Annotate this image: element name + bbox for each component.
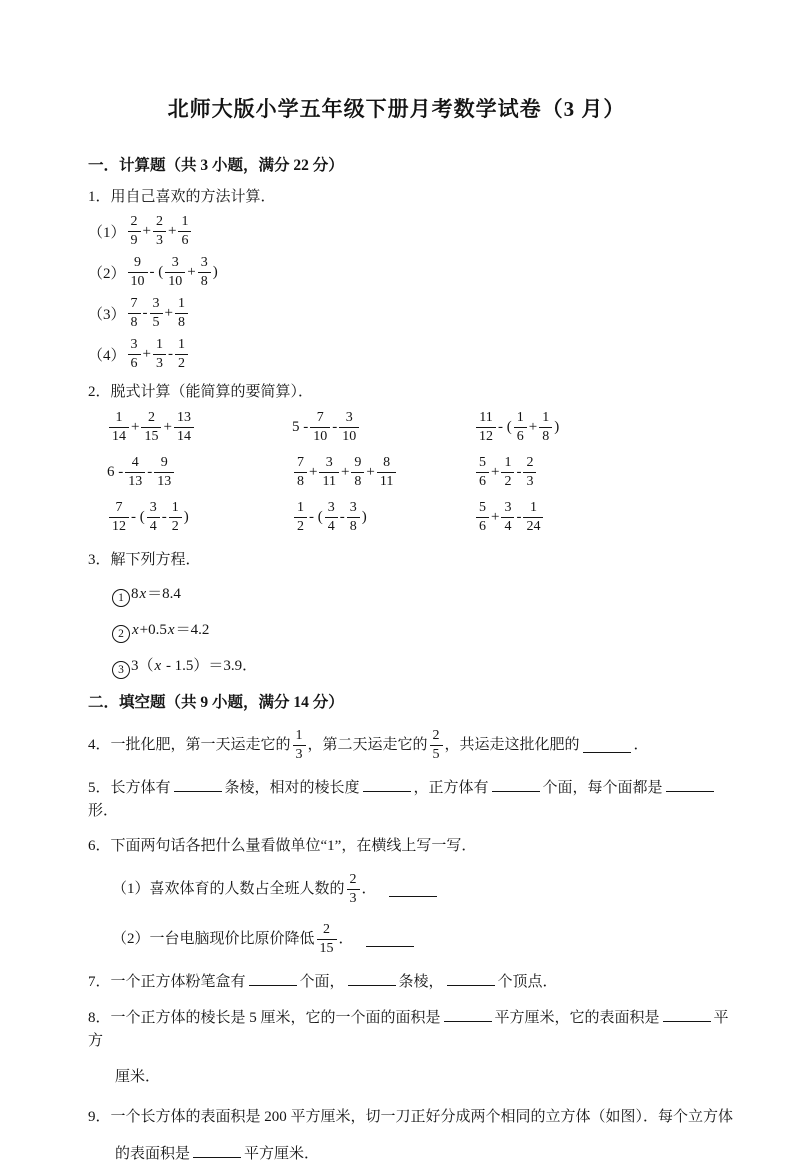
q2-expression-3: $\frac{11}{12}$ - ( $\frac{1}{6}$ + $\frac{1}{8}$ ) [474,405,743,450]
fraction: $\frac{1}{24}$ [523,500,543,535]
fraction: $\frac{1}{14}$ [109,410,129,445]
fraction: $\frac{1}{2}$ [175,337,188,372]
fill-in-blank [663,1006,711,1022]
fill-in-blank [366,931,414,947]
fraction: $\frac{1}{8}$ [175,296,188,331]
fraction: $\frac{3}{6}$ [128,337,141,372]
fraction: $\frac{7}{8}$ [128,296,141,331]
q1-label: 1．用自己喜欢的方法计算． [88,189,276,205]
q2-label: 2．脱式计算（能简算的要简算）． [88,384,314,400]
fraction: $\frac{2}{15}$ [141,410,161,445]
fraction: $\frac{7}{12}$ [109,500,129,535]
fill-in-blank [174,776,222,792]
fill-in-blank [447,970,495,986]
fill-in-blank [389,881,437,897]
q3-equation-3: 3 3（x - 1.5）＝3.9． [112,656,743,679]
fill-in-blank [363,776,411,792]
fraction: $\frac{9}{10}$ [128,255,148,290]
fraction: $\frac{1}{3}$ [153,337,166,372]
fraction: $\frac{3}{11}$ [319,455,338,490]
fraction: $\frac{1}{3}$ [293,728,306,763]
fill-in-blank [193,1142,241,1158]
q3-label: 3．解下列方程． [88,552,201,568]
fraction: $\frac{1}{8}$ [539,410,552,445]
fraction: $\frac{9}{13}$ [154,455,174,490]
fraction: $\frac{5}{6}$ [476,500,489,535]
fill-in-blank [666,776,714,792]
fraction: $\frac{9}{8}$ [351,455,364,490]
fill-in-blank [249,970,297,986]
q3-equation-2: 2 x+0.5x＝4.2 [112,620,743,643]
q2-expression-9: $\frac{5}{6}$ + $\frac{3}{4}$ - $\frac{1}{24}$ [474,495,743,540]
fraction: $\frac{11}{12}$ [476,410,496,445]
q1-expression-4: （4） $\frac{3}{6}$ + $\frac{1}{3}$ - $\frac{1}{2}$ [88,336,743,372]
fraction: $\frac{1}{6}$ [178,214,191,249]
fraction: $\frac{3}{4}$ [501,500,514,535]
fraction: $\frac{4}{13}$ [125,455,145,490]
fraction: $\frac{3}{10}$ [339,410,359,445]
fill-in-blank [492,776,540,792]
fraction: $\frac{2}{5}$ [430,728,443,763]
q2-expression-5: $\frac{7}{8}$ + $\frac{3}{11}$ + $\frac{9}{8}$ + $\frac{8}{11}$ [292,450,474,495]
fraction: $\frac{3}{4}$ [147,500,160,535]
q6-label: 6．下面两句话各把什么量看做单位“1”，在横线上写一写． [88,838,477,854]
section-fill-in-heading: 二．填空题（共 9 小题，满分 14 分） [88,694,344,711]
fill-in-blank [444,1006,492,1022]
q1-expression-1: （1） $\frac{2}{9}$ + $\frac{2}{3}$ + $\frac{1}{6}$ [88,213,743,249]
circled-number: 3 [112,661,130,679]
q8-text [88,1006,743,1089]
fraction: $\frac{1}{2}$ [169,500,182,535]
q3-equation-1: 1 8x＝8.4 [112,584,743,607]
fraction: $\frac{3}{5}$ [150,296,163,331]
q8-line-2: 厘米． [115,1069,161,1085]
q5-text: 5．长方体有 条棱，相对的棱长度 ，正方体有 个面，每个面都是形． [88,776,743,823]
q2-expression-grid [107,405,743,540]
fraction: $\frac{1}{2}$ [501,455,514,490]
q1-items [88,213,743,372]
fraction: $\frac{13}{14}$ [174,410,194,445]
fraction: $\frac{3}{8}$ [198,255,211,290]
q2-expression-1: $\frac{1}{14}$ + $\frac{2}{15}$ + $\frac{13}{14}$ [107,405,292,450]
fill-in-blank [583,737,631,753]
fraction: $\frac{3}{4}$ [325,500,338,535]
fraction: $\frac{7}{10}$ [310,410,330,445]
q8-line-1: 8．一个正方体的棱长是 5 厘米，它的一个面的面积是 平方厘米，它的表面积是 平方 [88,1006,743,1053]
page-title: 北师大版小学五年级下册月考数学试卷（3 月） [167,97,626,121]
q2-expression-4: 6 - $\frac{4}{13}$ - $\frac{9}{13}$ [107,450,292,495]
q1-expression-2: （2） $\frac{9}{10}$ - ( $\frac{3}{10}$ + $\frac{3}{8}$ ) [88,254,218,289]
q7-text: 7．一个正方体粉笔盒有 个面， 条棱， 个顶点． [88,970,743,994]
q9-line-2: 的表面积是 平方厘米． [115,1142,743,1166]
fraction: $\frac{7}{8}$ [294,455,307,490]
fraction: $\frac{5}{6}$ [476,455,489,490]
fraction: $\frac{2}{3}$ [523,455,536,490]
fraction: $\frac{1}{2}$ [294,500,307,535]
q2-expression-8: $\frac{1}{2}$ - ( $\frac{3}{4}$ - $\frac{3}{8}$ ) [292,495,474,540]
fraction: $\frac{3}{8}$ [347,500,360,535]
fraction: $\frac{2}{15}$ [317,922,337,957]
section-calculation-heading: 一．计算题（共 3 小题，满分 22 分） [88,157,344,174]
q4-text: 4．一批化肥，第一天运走它的 $\frac{1}{3}$ ，第二天运走它的 $\frac{2}{5}$ ，共运走这批化肥的 ． [88,727,649,762]
q2-expression-2: 5 - $\frac{7}{10}$ - $\frac{3}{10}$ [292,405,474,450]
q6-item-2: （2）一台电脑现价比原价降低 $\frac{2}{15}$ ． [112,920,743,958]
fraction: $\frac{2}{3}$ [153,214,166,249]
q1-expression-3: （3） $\frac{7}{8}$ - $\frac{3}{5}$ + $\frac{1}{8}$ [88,295,743,331]
q6-item-1: （1）喜欢体育的人数占全班人数的 $\frac{2}{3}$ ． [112,870,743,908]
fraction: $\frac{1}{6}$ [514,410,527,445]
q2-expression-7: $\frac{7}{12}$ - ( $\frac{3}{4}$ - $\frac{1}{2}$ ) [107,495,292,540]
fraction: $\frac{2}{9}$ [128,214,141,249]
circled-number: 2 [112,625,130,643]
fraction: $\frac{3}{10}$ [165,255,185,290]
q2-expression-6: $\frac{5}{6}$ + $\frac{1}{2}$ - $\frac{2}{3}$ [474,450,743,495]
fill-in-blank [348,970,396,986]
circled-number: 1 [112,589,130,607]
q9-text [88,1106,743,1166]
fraction: $\frac{8}{11}$ [377,455,396,490]
fraction: $\frac{2}{3}$ [347,872,360,907]
q9-line-1: 9．一个长方体的表面积是 200 平方厘米，切一刀正好分成两个相同的立方体（如图）．每个立方体 [88,1109,734,1125]
